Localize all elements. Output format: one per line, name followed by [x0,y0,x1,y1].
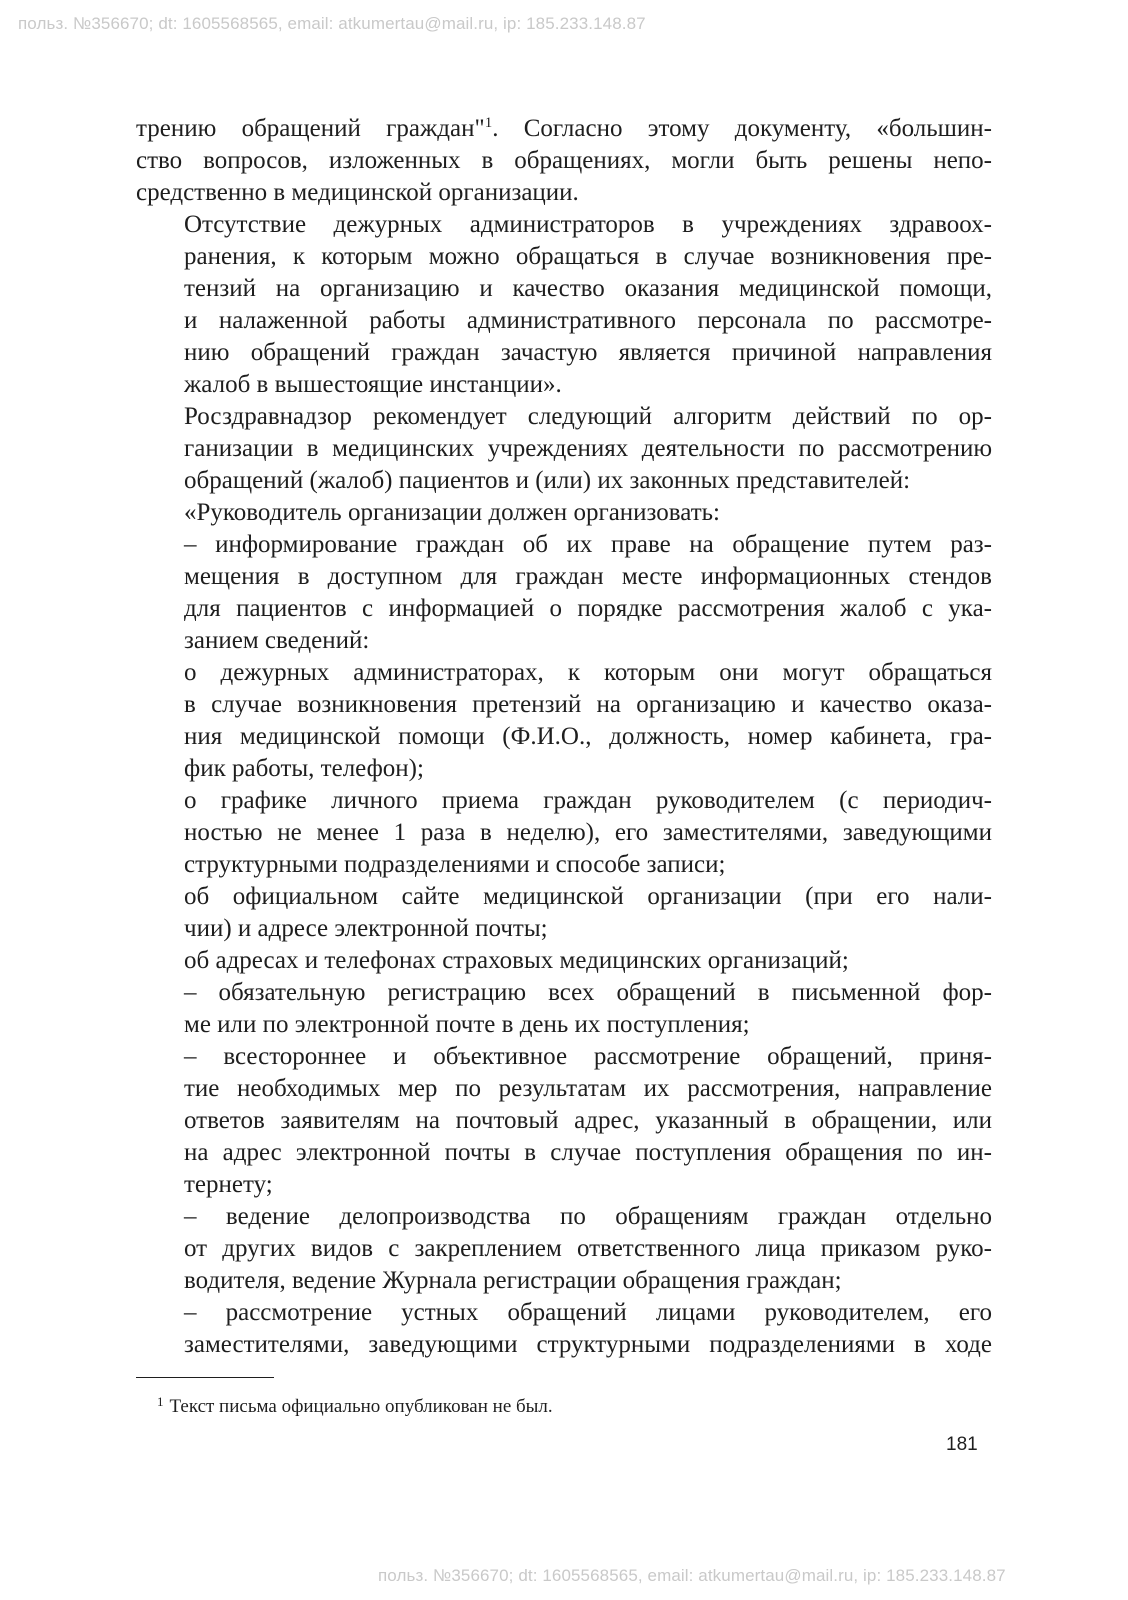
text-line: – рассмотрение устных обращений лицами руководителем, его [184,1299,992,1326]
text-line: – информирование граждан об их праве на обращение путем раз- [184,531,992,558]
text-line: о графике личного приема граждан руководителем (с периодич- [184,787,992,814]
text-line: и налаженной работы административного персонала по рассмотре- [184,307,992,334]
text-line: ство вопросов, изложенных в обращениях, могли быть решены непо- [136,147,992,174]
text-line: на адрес электронной почты в случае поступления обращения по ин- [184,1139,992,1166]
text-line: обращений (жалоб) пациентов и (или) их законных представителей: [184,467,911,494]
text-line: мещения в доступном для граждан месте информационных стендов [184,563,992,590]
paragraph [136,529,992,657]
text-line: чии) и адресе электронной почты; [184,915,548,942]
text-line: средственно в медицинской организации. [136,179,579,206]
paragraph [136,401,992,497]
text-line: ранения, к которым можно обращаться в случае возникновения пре- [184,243,992,270]
text-line: заместителями, заведующими структурными подразделениями в ходе [184,1331,992,1358]
text-line: – ведение делопроизводства по обращениям граждан отдельно [184,1203,992,1230]
text-line: от других видов с закреплением ответственного лица приказом руко- [184,1235,992,1262]
text-line: Отсутствие дежурных администраторов в учреждениях здравоох- [184,211,992,238]
text-line: занием сведений: [184,627,370,654]
text-line: ответов заявителям на почтовый адрес, указанный в обращении, или [184,1107,992,1134]
text-line: в случае возникновения претензий на организацию и качество оказа- [184,691,992,718]
text-line: ния медицинской помощи (Ф.И.О., должность, номер кабинета, гра- [184,723,992,750]
paragraph [136,113,992,209]
text-line: об адресах и телефонах страховых медицинских организаций; [184,947,849,974]
paragraph [136,657,992,785]
paragraph [136,881,992,945]
text-line: ностью не менее 1 раза в неделю), его заместителями, заведующими [184,819,992,846]
text-line: тие необходимых мер по результатам их рассмотрения, направление [184,1075,992,1102]
watermark-bottom: польз. №356670; dt: 1605568565, email: atkumertau@mail.ru, ip: 185.233.148.87 [378,1566,1006,1585]
text-line: жалоб в вышестоящие инстанции». [184,371,562,398]
footnote-divider [136,1377,274,1378]
watermark-top: польз. №356670; dt: 1605568565, email: atkumertau@mail.ru, ip: 185.233.148.87 [18,14,646,33]
text-line: водителя, ведение Журнала регистрации обращения граждан; [184,1267,842,1294]
footnote-text: Текст письма официально опубликован не был. [169,1396,553,1417]
footnote-reference[interactable]: 1 [484,115,493,131]
text-line: ганизации в медицинских учреждениях деятельности по рассмотрению [184,435,992,462]
text-line: – всестороннее и объективное рассмотрение обращений, приня- [184,1043,992,1070]
text-line: тернету; [184,1171,273,1198]
text-line: «Руководитель организации должен организовать: [184,499,720,526]
paragraph [136,1041,992,1201]
page-body [136,113,992,1361]
footnote-marker: 1 [157,1394,164,1409]
text-line: ме или по электронной почте в день их поступления; [184,1011,750,1038]
footnote [157,1390,553,1419]
text-line: Росздравнадзор рекомендует следующий алгоритм действий по ор- [184,403,992,430]
text-line: об официальном сайте медицинской организации (при его нали- [184,883,992,910]
text-line: – обязательную регистрацию всех обращений в письменной фор- [184,979,992,1006]
text-line: для пациентов с информацией о порядке рассмотрения жалоб с ука- [184,595,992,622]
paragraph [136,497,992,529]
text-line: структурными подразделениями и способе записи; [184,851,726,878]
text-line: о дежурных администраторах, к которым они могут обращаться [184,659,992,686]
paragraph [136,209,992,401]
text-line: трению обращений граждан"$^1$. Согласно этому документу, «большин- [136,115,992,142]
page-number: 181 [946,1434,978,1455]
text-line: тензий на организацию и качество оказания медицинской помощи, [184,275,992,302]
text-line: фик работы, телефон); [184,755,424,782]
text-line: нию обращений граждан зачастую является причиной направления [184,339,992,366]
paragraph [136,1201,992,1297]
paragraph [136,977,992,1041]
paragraph [136,785,992,881]
paragraph [136,1297,992,1361]
paragraph [136,945,992,977]
